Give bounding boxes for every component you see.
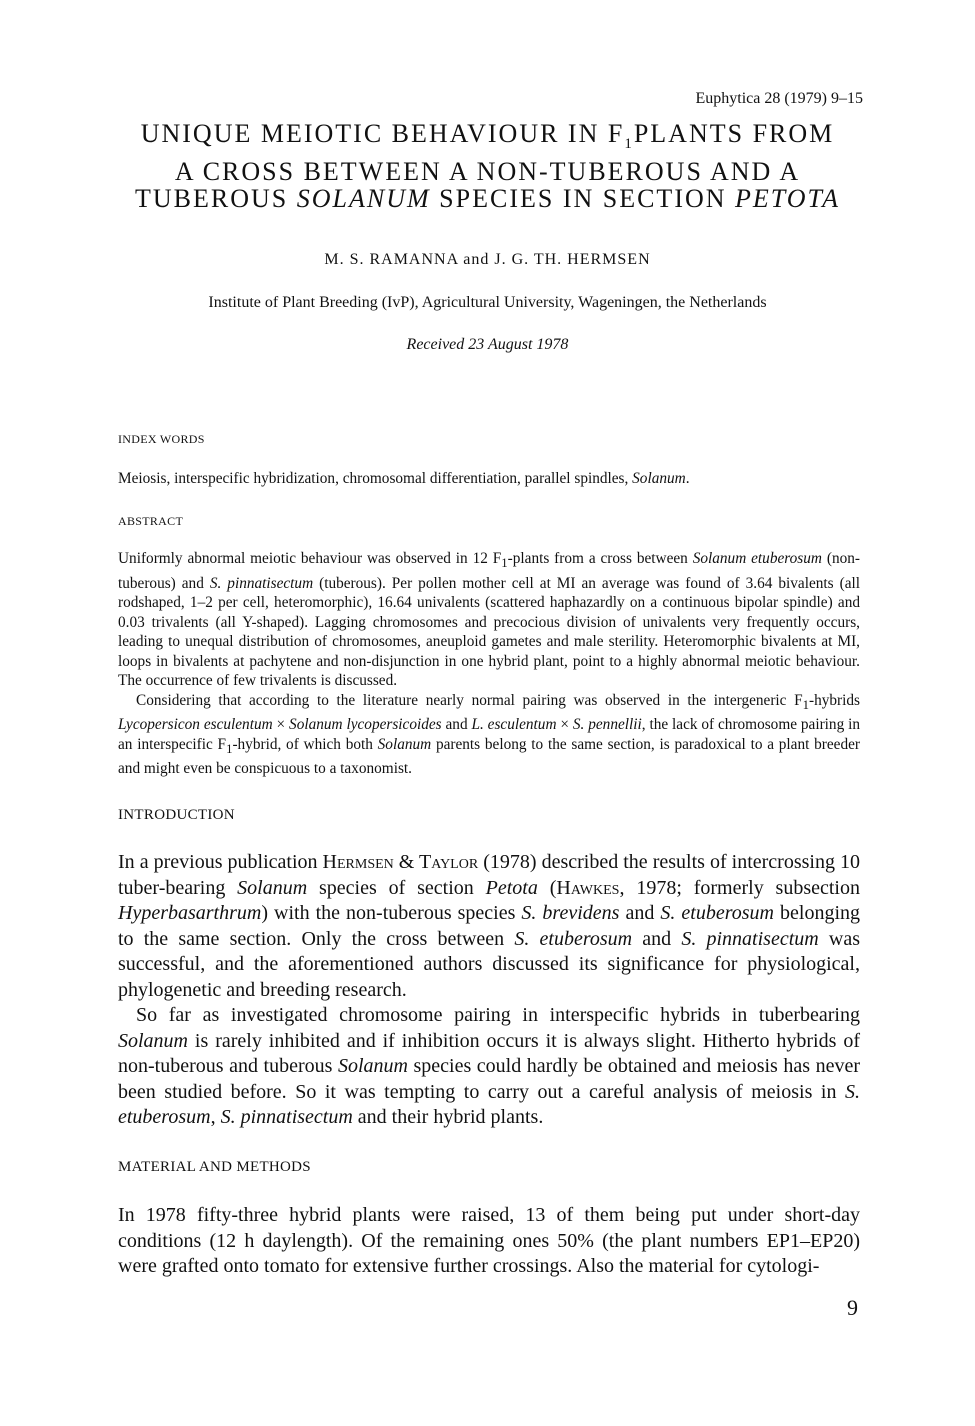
- abstract-heading: ABSTRACT: [118, 514, 184, 528]
- index-words-heading: INDEX WORDS: [118, 432, 205, 446]
- authors: M. S. RAMANNA and J. G. TH. HERMSEN: [324, 251, 651, 268]
- title-line-2: A CROSS BETWEEN A NON-TUBEROUS AND A: [174, 157, 801, 187]
- index-words-text: Meiosis, interspecific hybridization, chromosomal differentiation, parallel spindles, Solanum.: [118, 470, 690, 487]
- title-line-1: UNIQUE MEIOTIC BEHAVIOUR IN $F_1PLANTS$ FROM: [140, 119, 835, 153]
- introduction-paragraph-2: So far as investigated chromosome pairing in interspecific hybrids in tuberbearing Solanum is rarely inhibited and if inhibition occurs it is always slight. Hitherto hybrids of non-tuberous and tuberous Solanum species could hardly be obtained and meiosis has never been studied before. So it was tempting to carry out a careful analysis of meiosis in S. etuberosum, S. pinnatisectum and their hybrid plants.: [118, 1004, 860, 1128]
- article-title: [100, 120, 875, 212]
- abstract-paragraph-1: Uniformly abnormal meiotic behaviour was observed in 12 $F_1$-plants from a cross between Solanum etuberosum (non-tuberous) and S. pinnatisectum (tuberous). Per pollen mother cell at MI an average was found of 3.64 bivalents (all rodshaped, 1–2 per cell, heteromorphic), 16.64 univalents (scattered haphazardly on a continuous bipolar spindle) and 0.03 trivalents (all Y-shaped). Lagging chromosomes and precocious division of univalents very frequently occurs, leading to unequal distribution of chromosomes, aneuploid gametes and male sterility. Heteromorphic bivalents at MI, loops in bivalents at pachytene and non-disjunction in one hybrid plant, point to a highly abnormal meiotic behaviour. The occurrence of few trivalents is discussed.: [118, 550, 860, 690]
- received-date: Received 23 August 1978: [406, 336, 569, 353]
- abstract-text: [118, 549, 860, 779]
- methods-heading: MATERIAL AND METHODS: [118, 1159, 311, 1175]
- methods-paragraph-1: In 1978 fifty-three hybrid plants were raised, 13 of them being put under short-day conditions (12 h daylength). Of the remaining ones 50% (the plant numbers EP1–EP20) were grafted onto tomato for extensive further crossings. Also the material for cytologi-: [118, 1204, 860, 1277]
- introduction-heading: INTRODUCTION: [118, 807, 235, 823]
- introduction-text: [118, 850, 860, 1131]
- abstract-paragraph-2: Considering that according to the literature nearly normal pairing was observed in the intergeneric $F_1$-hybrids Lycopersicon esculentum × Solanum lycopersicoides and L. esculentum × S. pennellii, the lack of chromosome pairing in an interspecific $F_1$-hybrid, of which both Solanum parents belong to the same section, is paradoxical to a plant breeder and might even be conspicuous to a taxonomist.: [118, 691, 860, 778]
- introduction-paragraph-1: In a previous publication Hermsen & Taylor (1978) described the results of intercrossing 10 tuber-bearing Solanum species of section Petota (Hawkes, 1978; formerly subsection Hyperbasarthrum) with the non-tuberous species S. brevidens and S. etuberosum belonging to the same section. Only the cross between S. etuberosum and S. pinnatisectum was successful, and the aforementioned authors discussed its significance for physiological, phylogenetic and breeding research.: [118, 851, 860, 1001]
- page-number: 9: [847, 1295, 858, 1320]
- methods-text: [118, 1203, 860, 1280]
- affiliation: Institute of Plant Breeding (IvP), Agricultural University, Wageningen, the Netherlands: [208, 294, 767, 311]
- journal-reference: Euphytica 28 (1979) 9–15: [695, 90, 863, 107]
- title-line-3: TUBEROUS SOLANUM SPECIES IN SECTION PETOTA: [135, 184, 840, 214]
